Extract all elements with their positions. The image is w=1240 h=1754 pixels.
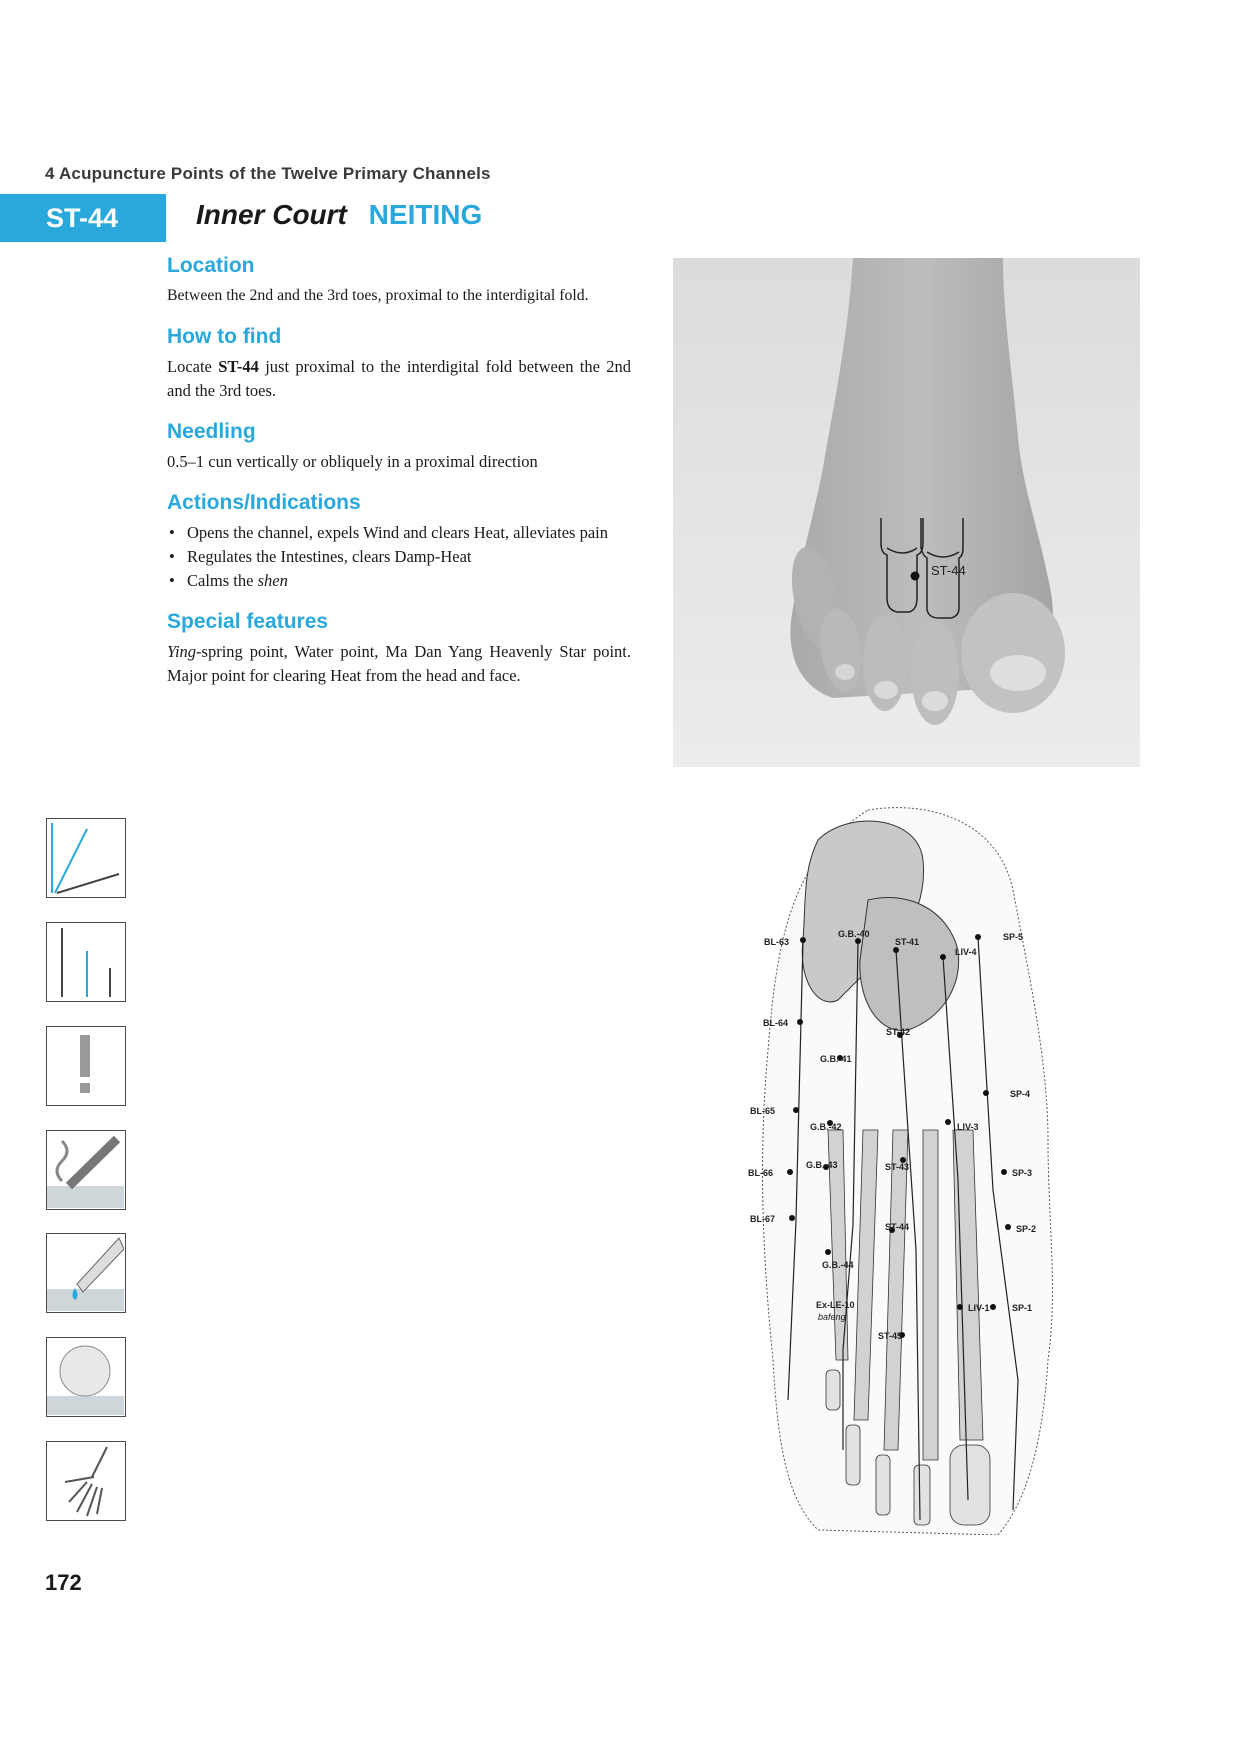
photo-point-label: ST-44 xyxy=(931,563,966,578)
actions-list xyxy=(167,521,631,593)
label-gb-40: G.B.-40 xyxy=(838,929,870,939)
location-heading: Location xyxy=(167,254,255,277)
label-sp-5: SP-5 xyxy=(1003,932,1024,942)
label-st-41: ST-41 xyxy=(895,937,920,947)
label-st-43: ST-43 xyxy=(885,1162,910,1172)
label-ex-le-10: Ex-LE-10 xyxy=(816,1300,855,1310)
list-item: • Regulates the Intestines, clears Damp-Heat xyxy=(167,545,631,569)
location-section xyxy=(167,254,631,308)
needle-depth-icon xyxy=(46,922,126,1002)
actions-heading: Actions/Indications xyxy=(167,491,361,514)
label-bl-66: BL-66 xyxy=(748,1168,774,1178)
point-title xyxy=(196,199,482,231)
special-features-text xyxy=(167,640,631,688)
label-bl-64: BL-64 xyxy=(763,1018,789,1028)
how-to-find-point: ST-44 xyxy=(218,357,259,376)
label-bl-65: BL-65 xyxy=(750,1106,776,1116)
label-gb-41: G.B.-41 xyxy=(820,1054,852,1064)
text-column xyxy=(167,254,631,705)
foot-photo xyxy=(673,258,1140,767)
label-bl-67: BL-67 xyxy=(750,1214,776,1224)
label-st-45: ST-45 xyxy=(878,1331,903,1341)
english-name: Inner Court xyxy=(196,199,347,230)
foot-skeleton-diagram xyxy=(748,800,1088,1535)
caution-icon xyxy=(46,1026,126,1106)
chapter-heading: 4 Acupuncture Points of the Twelve Primary Channels xyxy=(45,164,491,183)
how-to-find-text xyxy=(167,355,631,403)
label-st-44: ST-44 xyxy=(885,1222,910,1232)
how-to-find-prefix: Locate xyxy=(167,357,219,376)
label-liv-4: LIV-4 xyxy=(955,947,977,957)
moxibustion-icon xyxy=(46,1130,126,1210)
label-gb-42: G.B.-42 xyxy=(810,1122,842,1132)
page-number: 172 xyxy=(45,1570,82,1595)
needling-section xyxy=(167,420,631,474)
pinyin-name: NEITING xyxy=(368,199,483,230)
special-text: -spring point, Water point, Ma Dan Yang Heavenly Star point. Major point for clearing Heat from the head and face. xyxy=(167,642,631,685)
special-features-section xyxy=(167,610,631,688)
label-bl-63: BL-63 xyxy=(764,937,790,947)
label-sp-1: SP-1 xyxy=(1012,1303,1033,1313)
list-item: • Opens the channel, expels Wind and clears Heat, alleviates pain xyxy=(167,521,631,545)
needle-angle-icon xyxy=(46,818,126,898)
list-item-italic: shen xyxy=(257,571,288,590)
label-gb-43: G.B.-43 xyxy=(806,1160,838,1170)
needling-text: 0.5–1 cun vertically or obliquely in a proximal direction xyxy=(167,452,538,471)
label-st-42: ST-42 xyxy=(886,1027,911,1037)
label-gb-44: G.B.-44 xyxy=(822,1260,854,1270)
label-liv-1: LIV-1 xyxy=(968,1303,990,1313)
cupping-icon xyxy=(46,1337,126,1417)
list-item-prefix: Calms the xyxy=(187,571,258,590)
needling-heading: Needling xyxy=(167,420,256,443)
label-sp-4: SP-4 xyxy=(1010,1089,1031,1099)
bleeding-icon xyxy=(46,1233,126,1313)
actions-section xyxy=(167,491,631,593)
label-liv-3: LIV-3 xyxy=(957,1122,979,1132)
list-item xyxy=(167,569,631,593)
label-bafeng: bafeng xyxy=(818,1312,846,1322)
special-features-heading: Special features xyxy=(167,610,329,633)
location-text: Between the 2nd and the 3rd toes, proximal to the interdigital fold. xyxy=(167,287,589,304)
point-code-badge: ST-44 xyxy=(0,194,166,242)
label-sp-2: SP-2 xyxy=(1016,1224,1037,1234)
label-sp-3: SP-3 xyxy=(1012,1168,1033,1178)
how-to-find-heading: How to find xyxy=(167,325,282,348)
how-to-find-suffix: just proximal to the interdigital fold between the 2nd and the 3rd toes. xyxy=(167,357,631,400)
special-italic: Ying xyxy=(167,642,197,661)
how-to-find-section xyxy=(167,325,631,403)
hand-skeleton-icon xyxy=(46,1441,126,1521)
